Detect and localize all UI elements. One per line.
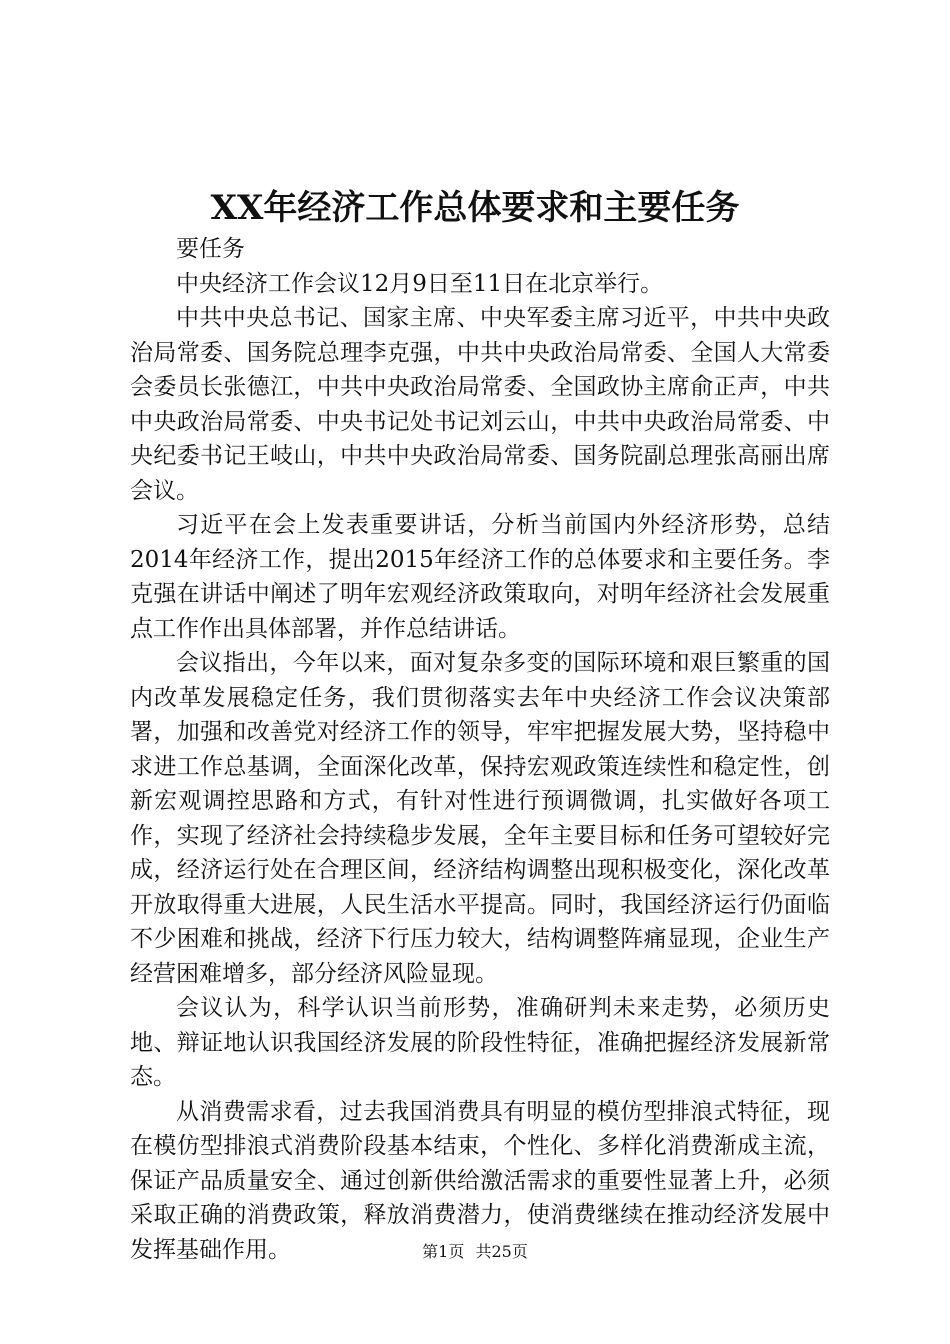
- paragraph: 习近平在会上发表重要讲话，分析当前国内外经济形势，总结2014年经济工作，提出2015年经济工作的总体要求和主要任务。李克强在讲话中阐述了明年宏观经济政策取向，对明年经济社会发展重点工作作出具体部署，并作总结讲话。: [130, 512, 830, 642]
- document-body: [130, 232, 830, 1267]
- paragraph: 中共中央总书记、国家主席、中央军委主席习近平，中共中央政治局常委、国务院总理李克强，中共中央政治局常委、全国人大常委会委员长张德江，中共中央政治局常委、全国政协主席俞正声，中共中央政治局常委、中央书记处书记刘云山，中共中央政治局常委、中央纪委书记王岐山，中共中央政治局常委、国务院副总理张高丽出席会议。: [130, 305, 830, 504]
- paragraph: 会议指出，今年以来，面对复杂多变的国际环境和艰巨繁重的国内改革发展稳定任务，我们贯彻落实去年中央经济工作会议决策部署，加强和改善党对经济工作的领导，牢牢把握发展大势，坚持稳中求进工作总基调，全面深化改革，保持宏观政策连续性和稳定性，创新宏观调控思路和方式，有针对性进行预调微调，扎实做好各项工作，实现了经济社会持续稳步发展，全年主要目标和任务可望较好完成，经济运行处在合理区间，经济结构调整出现积极变化，深化改革开放取得重大进展，人民生活水平提高。同时，我国经济运行仍面临不少困难和挑战，经济下行压力较大，结构调整阵痛显现，企业生产经营困难增多，部分经济风险显现。: [130, 650, 830, 987]
- paragraph: 中央经济工作会议12月9日至11日在北京举行。: [176, 270, 664, 297]
- page-footer: [0, 1240, 950, 1264]
- paragraph: 会议认为，科学认识当前形势，准确研判未来走势，必须历史地、辩证地认识我国经济发展的阶段性特征，准确把握经济发展新常态。: [130, 995, 830, 1090]
- total-pages: 共25页: [475, 1242, 528, 1261]
- document-title: XX年经济工作总体要求和主要任务: [210, 188, 740, 228]
- page-number: 第1页: [422, 1242, 465, 1261]
- paragraph: 从消费需求看，过去我国消费具有明显的模仿型排浪式特征，现在模仿型排浪式消费阶段基本结束，个性化、多样化消费渐成主流，保证产品质量安全、通过创新供给激活需求的重要性显著上升，必须采取正确的消费政策，释放消费潜力，使消费继续在推动经济发展中发挥基础作用。: [130, 1098, 830, 1263]
- paragraph: 要任务: [176, 236, 245, 262]
